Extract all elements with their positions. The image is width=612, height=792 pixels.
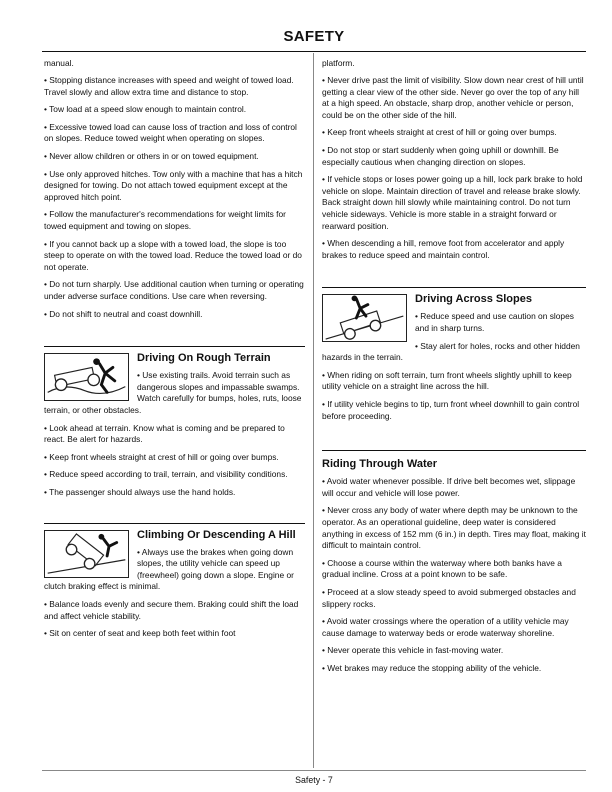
bullet: • Reduce speed according to trail, terrain, and visibility conditions. (44, 469, 288, 480)
bullet: • If vehicle stops or loses power going up a hill, lock park brake to hold vehicle on slope. Maintain direction of travel and release brake slowly. Back straight down hill slowly while maintaining control. Do not turn vehicle sideways. Vehicle is more stable in a straight forward or rearward position. (322, 174, 583, 231)
bullet: • Never allow children or others in or on towed equipment. (44, 151, 259, 162)
section-rule (44, 523, 305, 524)
bullet: • Stopping distance increases with speed and weight of towed load. Travel slowly and allow extra time and distance to stop. (44, 75, 294, 97)
page-number: Safety - 7 (42, 770, 586, 785)
header-rule (42, 51, 586, 52)
bullet: • Proceed at a slow steady speed to avoid submerged obstacles and slippery rocks. (322, 586, 576, 609)
right-column (322, 58, 586, 680)
section-title-riding-water: Riding Through Water (322, 458, 438, 471)
bullet: • Use only approved hitches. Tow only with a machine that has a hitch designed for towing. Do not attach towed equipment except at the approved hitch point. (44, 168, 303, 202)
paragraph: platform. (322, 58, 355, 68)
page-title: SAFETY (283, 28, 345, 45)
bullet: • Use existing trails. Avoid terrain such as dangerous slopes and impassable swamps. Watch carefully for bumps, holes, ruts, loose terrain, or other obstacles. (44, 370, 302, 415)
bullet: • Wet brakes may reduce the stopping ability of the vehicle. (322, 662, 542, 673)
bullet: • Keep front wheels straight at crest of hill or going over bumps. (322, 127, 557, 138)
bullet: • Avoid water crossings where the operation of a utility vehicle may cause damage to waterway beds or erode waterway shoreline. (322, 616, 569, 638)
bullet: • Keep front wheels straight at crest of hill or going over bumps. (44, 451, 279, 462)
section-title-climbing-descending: Climbing Or Descending A Hill (137, 528, 296, 541)
paragraph: manual. (44, 58, 74, 68)
bullet: • Never operate this vehicle in fast-moving water. (322, 645, 504, 656)
bullet: • When riding on soft terrain, turn front wheels slightly uphill to keep utility vehicle on a straight line across the hill. (322, 369, 572, 392)
bullet: • Tow load at a speed slow enough to maintain control. (44, 104, 247, 115)
bullet: • The passenger should always use the hand holds. (44, 486, 236, 497)
bullet: • Do not shift to neutral and coast downhill. (44, 308, 203, 319)
bullet: • Stay alert for holes, rocks and other hidden hazards in the terrain. (322, 340, 580, 363)
column-divider (313, 53, 314, 768)
bullet: • Choose a course within the waterway where both banks have a gradual incline. Cross at a point known to be safe. (322, 557, 562, 580)
left-column (44, 58, 305, 646)
bullet: • Never cross any body of water where depth may be unknown to the operator. As an operational guideline, deep water is considered anything in excess of 152 mm (6 in.) in depth. Tires may float, making it difficult to maintain control. (322, 505, 586, 551)
bullet: • Do not stop or start suddenly when going uphill or downhill. Be especially cautious when changing direction on slopes. (322, 145, 559, 167)
bullet: • Avoid water whenever possible. If drive belt becomes wet, slippage will occur and vehicle will lose power. (322, 476, 576, 498)
bullet: • Excessive towed load can cause loss of traction and loss of control on slopes. Reduce towed weight when operating on slopes. (44, 121, 297, 144)
section-rule (322, 450, 586, 451)
section-rule (44, 346, 305, 347)
bullet: • Reduce speed and use caution on slopes and in sharp turns. (415, 311, 574, 333)
bullet: • If you cannot back up a slope with a towed load, the slope is too steep to operate on with the towed load. Reduce the towed load or do not operate. (44, 238, 302, 272)
section-title-rough-terrain: Driving On Rough Terrain (137, 352, 271, 365)
bullet: • Look ahead at terrain. Know what is coming and be prepared to react. Be alert for hazards. (44, 422, 285, 445)
bullet: • If utility vehicle begins to tip, turn front wheel downhill to gain control before proceeding. (322, 398, 580, 421)
section-rule (322, 287, 586, 288)
bullet: • Balance loads evenly and secure them. Braking could shift the load and affect vehicle stability. (44, 598, 299, 621)
rough-terrain-rollover-icon (44, 353, 129, 401)
bullet: • Follow the manufacturer's recommendations for weight limits for towed equipment and towing on slopes. (44, 209, 286, 232)
bullet: • Sit on center of seat and keep both feet within foot (44, 628, 236, 639)
bullet: • When descending a hill, remove foot from accelerator and apply brakes to reduce speed and maintain control. (322, 238, 565, 260)
section-title-across-slopes: Driving Across Slopes (415, 293, 532, 306)
hill-overturn-icon (44, 530, 129, 578)
slope-tip-icon (322, 294, 407, 342)
bullet: • Do not turn sharply. Use additional caution when turning or operating under adverse surface conditions. Use care when reversing. (44, 279, 304, 301)
bullet: • Never drive past the limit of visibility. Slow down near crest of hill until getting a clear view of the other side. Never go over the top of any hill at a high speed. An obstacle, sharp drop, another vehicle or person, could be on the other side of the hill. (322, 75, 584, 120)
bullet: • Always use the brakes when going down slopes, the utility vehicle can speed up (freewheel) going down a slope. Engine or clutch braking effect is minimal. (44, 546, 294, 592)
